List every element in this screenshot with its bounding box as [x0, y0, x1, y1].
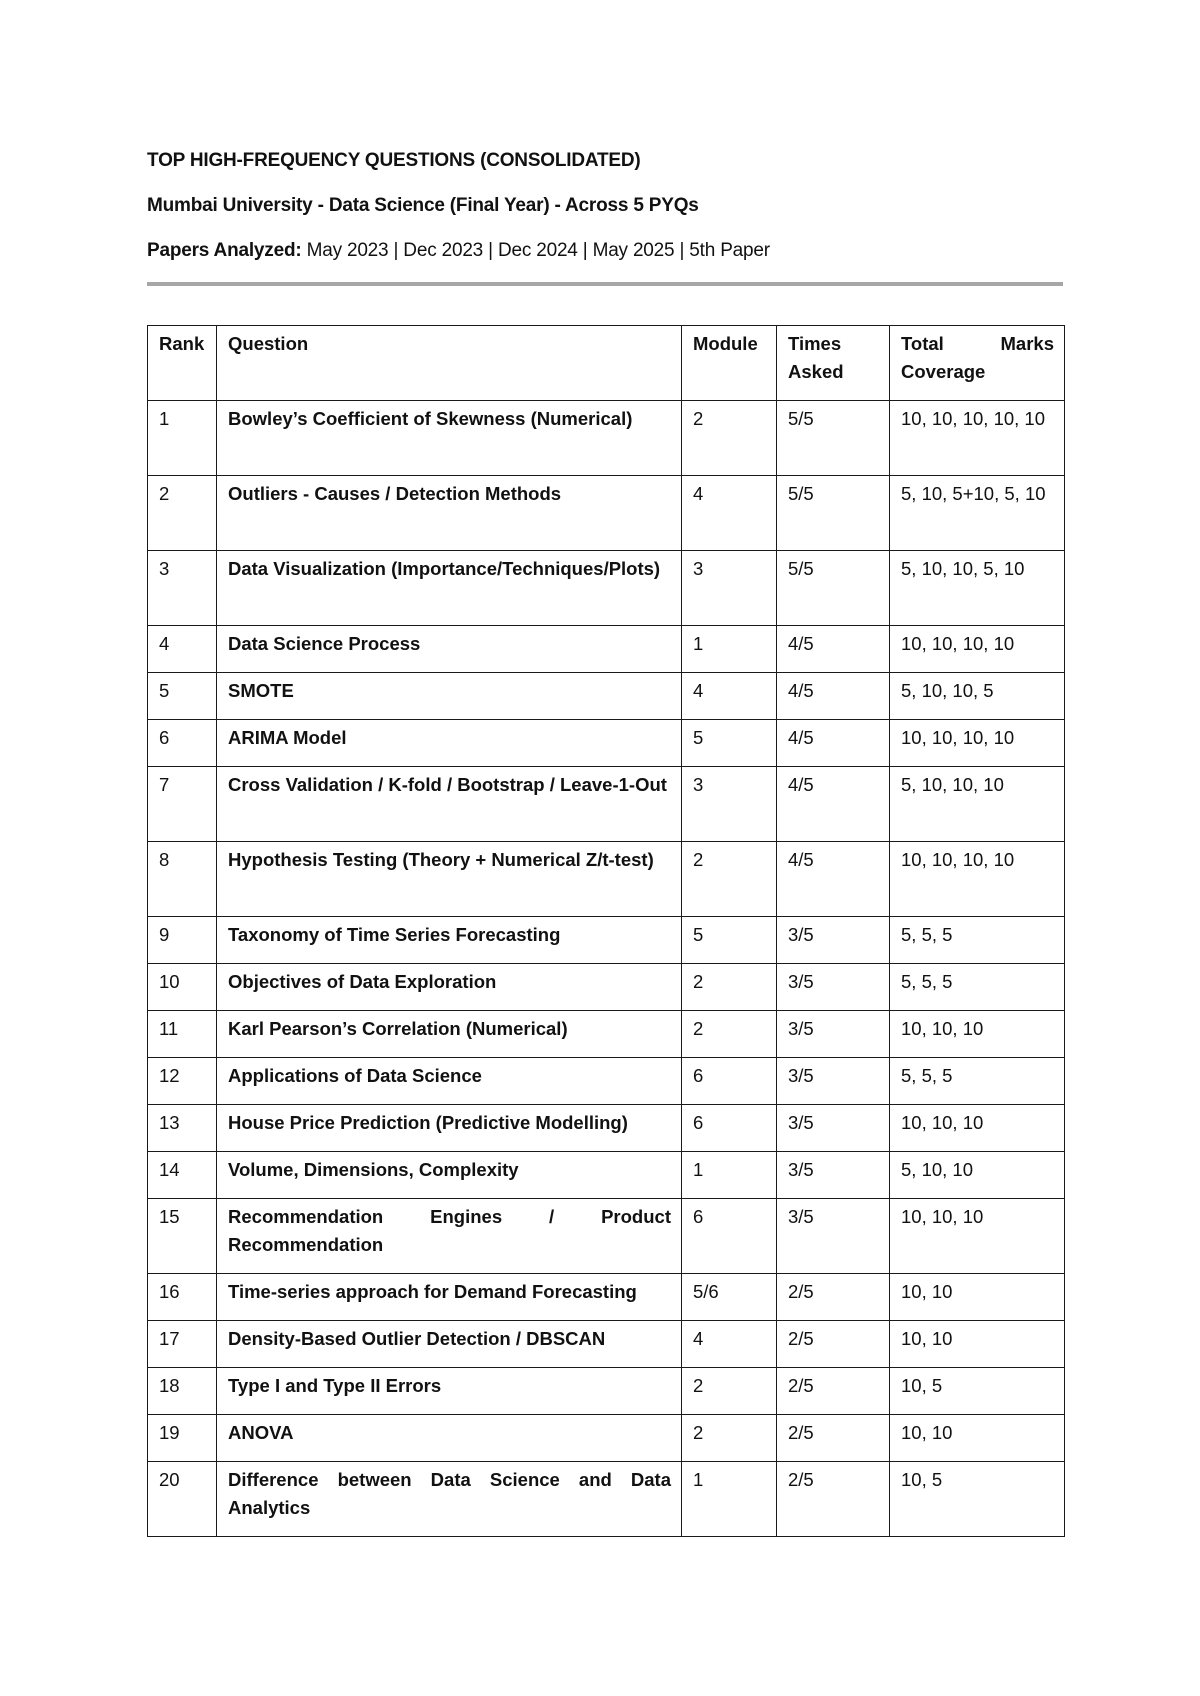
table-body — [148, 401, 1065, 1537]
cell-rank: 18 — [148, 1368, 217, 1415]
cell-module: 1 — [682, 1152, 777, 1199]
cell-module: 3 — [682, 767, 777, 842]
cell-question: Data Visualization (Importance/Techniques/Plots) — [217, 551, 682, 626]
cell-marks: 10, 10, 10 — [890, 1105, 1065, 1152]
cell-module: 2 — [682, 401, 777, 476]
cell-times-asked: 2/5 — [777, 1462, 890, 1537]
table-row — [148, 1321, 1065, 1368]
cell-marks: 5, 5, 5 — [890, 1058, 1065, 1105]
cell-times-asked: 3/5 — [777, 1011, 890, 1058]
cell-module: 6 — [682, 1058, 777, 1105]
cell-times-asked: 5/5 — [777, 476, 890, 551]
cell-module: 6 — [682, 1199, 777, 1274]
table-row — [148, 964, 1065, 1011]
table-row — [148, 1415, 1065, 1462]
cell-times-asked: 3/5 — [777, 964, 890, 1011]
cell-rank: 15 — [148, 1199, 217, 1274]
cell-marks: 5, 5, 5 — [890, 917, 1065, 964]
table-row — [148, 1152, 1065, 1199]
cell-rank: 16 — [148, 1274, 217, 1321]
cell-question: Cross Validation / K-fold / Bootstrap / Leave-1-Out — [217, 767, 682, 842]
cell-marks: 10, 10, 10, 10 — [890, 626, 1065, 673]
cell-times-asked: 2/5 — [777, 1415, 890, 1462]
cell-marks: 5, 10, 10, 5 — [890, 673, 1065, 720]
cell-question: Difference between Data Science and Data Analytics — [217, 1462, 682, 1537]
cell-module: 5/6 — [682, 1274, 777, 1321]
cell-question: Karl Pearson’s Correlation (Numerical) — [217, 1011, 682, 1058]
cell-question: Data Science Process — [217, 626, 682, 673]
cell-rank: 8 — [148, 842, 217, 917]
cell-module: 1 — [682, 1462, 777, 1537]
cell-rank: 7 — [148, 767, 217, 842]
cell-question: Volume, Dimensions, Complexity — [217, 1152, 682, 1199]
cell-times-asked: 3/5 — [777, 1058, 890, 1105]
cell-module: 2 — [682, 1415, 777, 1462]
table-row — [148, 1011, 1065, 1058]
horizontal-rule — [147, 282, 1063, 286]
cell-module: 5 — [682, 720, 777, 767]
table-row — [148, 1199, 1065, 1274]
cell-times-asked: 4/5 — [777, 767, 890, 842]
cell-question: Type I and Type II Errors — [217, 1368, 682, 1415]
cell-rank: 12 — [148, 1058, 217, 1105]
cell-rank: 3 — [148, 551, 217, 626]
table-row — [148, 476, 1065, 551]
cell-question: Density-Based Outlier Detection / DBSCAN — [217, 1321, 682, 1368]
cell-rank: 2 — [148, 476, 217, 551]
cell-module: 4 — [682, 1321, 777, 1368]
cell-rank: 17 — [148, 1321, 217, 1368]
cell-rank: 19 — [148, 1415, 217, 1462]
table-row — [148, 842, 1065, 917]
cell-times-asked: 4/5 — [777, 626, 890, 673]
document-title: TOP HIGH-FREQUENCY QUESTIONS (CONSOLIDATED) — [147, 150, 641, 171]
cell-times-asked: 3/5 — [777, 917, 890, 964]
cell-question: ANOVA — [217, 1415, 682, 1462]
cell-marks: 10, 10 — [890, 1415, 1065, 1462]
cell-rank: 9 — [148, 917, 217, 964]
cell-module: 3 — [682, 551, 777, 626]
questions-table — [147, 325, 1065, 1537]
cell-question: Bowley’s Coefficient of Skewness (Numerical) — [217, 401, 682, 476]
cell-question: Objectives of Data Exploration — [217, 964, 682, 1011]
col-header-rank: Rank — [148, 326, 217, 401]
cell-question: Hypothesis Testing (Theory + Numerical Z/t-test) — [217, 842, 682, 917]
table-row — [148, 767, 1065, 842]
papers-analyzed-label: Papers Analyzed: — [147, 240, 302, 261]
table-row — [148, 720, 1065, 767]
cell-marks: 10, 10, 10 — [890, 1011, 1065, 1058]
cell-marks: 10, 10, 10, 10 — [890, 842, 1065, 917]
table-row — [148, 401, 1065, 476]
cell-module: 2 — [682, 1368, 777, 1415]
cell-rank: 20 — [148, 1462, 217, 1537]
cell-times-asked: 5/5 — [777, 401, 890, 476]
cell-marks: 5, 10, 10 — [890, 1152, 1065, 1199]
cell-module: 4 — [682, 673, 777, 720]
cell-module: 6 — [682, 1105, 777, 1152]
table-row — [148, 1058, 1065, 1105]
table-row — [148, 673, 1065, 720]
table-row — [148, 917, 1065, 964]
cell-times-asked: 3/5 — [777, 1105, 890, 1152]
cell-rank: 6 — [148, 720, 217, 767]
cell-rank: 1 — [148, 401, 217, 476]
col-header-times-asked: Times Asked — [777, 326, 890, 401]
cell-marks: 10, 10, 10, 10, 10 — [890, 401, 1065, 476]
cell-rank: 10 — [148, 964, 217, 1011]
table-row — [148, 1274, 1065, 1321]
cell-times-asked: 2/5 — [777, 1321, 890, 1368]
cell-marks: 10, 5 — [890, 1368, 1065, 1415]
cell-rank: 4 — [148, 626, 217, 673]
cell-marks: 5, 10, 10, 10 — [890, 767, 1065, 842]
cell-question: Taxonomy of Time Series Forecasting — [217, 917, 682, 964]
cell-question: Time-series approach for Demand Forecasting — [217, 1274, 682, 1321]
cell-times-asked: 3/5 — [777, 1152, 890, 1199]
document-page — [147, 140, 1063, 1537]
col-header-module: Module — [682, 326, 777, 401]
cell-marks: 5, 5, 5 — [890, 964, 1065, 1011]
cell-module: 4 — [682, 476, 777, 551]
cell-module: 2 — [682, 1011, 777, 1058]
col-header-marks: Total Marks Coverage — [890, 326, 1065, 401]
cell-marks: 10, 10 — [890, 1321, 1065, 1368]
cell-rank: 11 — [148, 1011, 217, 1058]
cell-times-asked: 4/5 — [777, 673, 890, 720]
cell-times-asked: 5/5 — [777, 551, 890, 626]
cell-marks: 10, 10 — [890, 1274, 1065, 1321]
cell-module: 2 — [682, 964, 777, 1011]
papers-analyzed-value: May 2023 | Dec 2023 | Dec 2024 | May 2025 | 5th Paper — [301, 240, 770, 261]
cell-rank: 13 — [148, 1105, 217, 1152]
cell-question: Outliers - Causes / Detection Methods — [217, 476, 682, 551]
table-row — [148, 1368, 1065, 1415]
cell-times-asked: 3/5 — [777, 1199, 890, 1274]
cell-question: SMOTE — [217, 673, 682, 720]
cell-marks: 10, 5 — [890, 1462, 1065, 1537]
cell-rank: 14 — [148, 1152, 217, 1199]
papers-analyzed-line — [147, 238, 1063, 264]
col-header-question: Question — [217, 326, 682, 401]
cell-question: Recommendation Engines / Product Recommendation — [217, 1199, 682, 1274]
document-subtitle: Mumbai University - Data Science (Final Year) - Across 5 PYQs — [147, 195, 699, 216]
cell-marks: 10, 10, 10 — [890, 1199, 1065, 1274]
cell-marks: 5, 10, 10, 5, 10 — [890, 551, 1065, 626]
cell-question: ARIMA Model — [217, 720, 682, 767]
cell-marks: 10, 10, 10, 10 — [890, 720, 1065, 767]
cell-times-asked: 2/5 — [777, 1368, 890, 1415]
table-row — [148, 626, 1065, 673]
table-row — [148, 551, 1065, 626]
cell-question: Applications of Data Science — [217, 1058, 682, 1105]
cell-times-asked: 2/5 — [777, 1274, 890, 1321]
table-header-row — [148, 326, 1065, 401]
cell-module: 2 — [682, 842, 777, 917]
cell-times-asked: 4/5 — [777, 720, 890, 767]
cell-module: 1 — [682, 626, 777, 673]
table-row — [148, 1462, 1065, 1537]
cell-marks: 5, 10, 5+10, 5, 10 — [890, 476, 1065, 551]
cell-rank: 5 — [148, 673, 217, 720]
cell-question: House Price Prediction (Predictive Modelling) — [217, 1105, 682, 1152]
cell-module: 5 — [682, 917, 777, 964]
cell-times-asked: 4/5 — [777, 842, 890, 917]
table-row — [148, 1105, 1065, 1152]
